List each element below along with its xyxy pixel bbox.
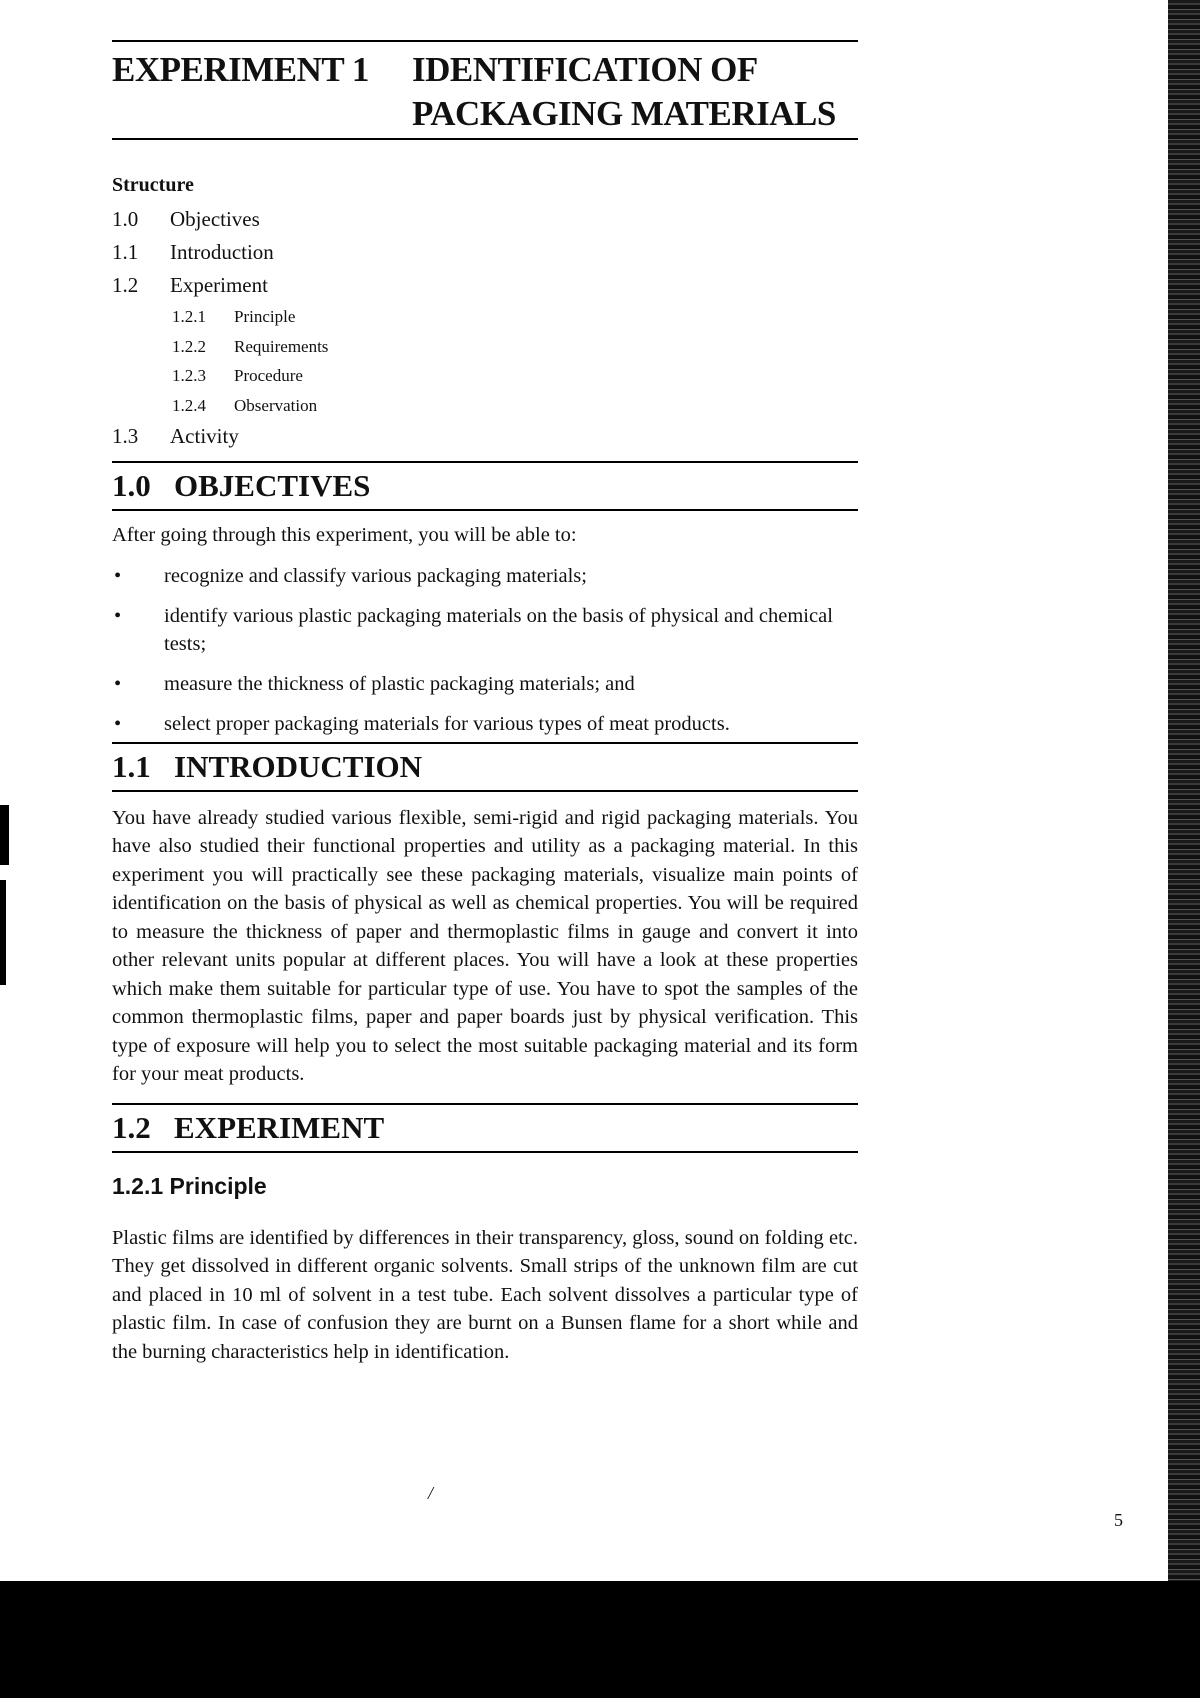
list-item-text: select proper packaging materials for various types of meat products. <box>164 712 730 735</box>
bullet-icon: • <box>114 604 122 627</box>
title-rule <box>112 138 858 140</box>
toc-label: Observation <box>234 395 318 415</box>
section-number: 1.1 <box>112 748 151 784</box>
toc-label: Principle <box>234 307 296 326</box>
objectives-list <box>112 562 858 738</box>
list-item <box>112 670 858 698</box>
objectives-lead: After going through this experiment, you will be able to: <box>112 524 577 546</box>
section-title: INTRODUCTION <box>174 748 423 784</box>
page-content <box>112 40 858 1366</box>
stray-mark: / <box>428 1483 434 1503</box>
toc-number: 1.2.1 <box>172 307 206 326</box>
list-item <box>112 562 858 590</box>
bullet-icon: • <box>114 564 122 587</box>
toc-item <box>112 269 858 302</box>
section-heading-objectives <box>112 461 858 511</box>
scan-bottom-band <box>0 1581 1200 1698</box>
section-title: EXPERIMENT <box>174 1109 385 1145</box>
toc-number: 1.0 <box>112 207 139 231</box>
toc-item <box>112 203 858 236</box>
section-heading-experiment <box>112 1103 858 1153</box>
section-heading-introduction <box>112 742 858 792</box>
toc-subitem <box>112 302 858 332</box>
introduction-body: You have already studied various flexible, semi-rigid and rigid packaging materials. You have also studied their functional properties and utility as a packaging material. In this experiment you will practically see these packaging materials, visualize main points of identification on the basis of physical as well as chemical properties. You will be required to measure the thickness of paper and thermoplastic films in gauge and convert it into other relevant units popular at different places. You will have a look at these properties which make them suitable for particular type of use. You have to spot the samples of the common thermoplastic films, paper and paper boards just by physical verification. This type of exposure will help you to select the most suitable packaging material and its form for your meat products. <box>112 806 858 1085</box>
experiment-title <box>112 42 858 136</box>
bullet-icon: • <box>114 712 122 735</box>
toc-label: Objectives <box>170 207 260 231</box>
toc-number: 1.2.2 <box>172 336 206 356</box>
experiment-heading <box>412 48 836 136</box>
toc-label: Activity <box>170 424 239 448</box>
list-item <box>112 710 858 738</box>
toc-subitem <box>112 361 858 391</box>
scan-edge-shadow <box>1168 0 1200 1581</box>
bullet-icon: • <box>114 672 122 695</box>
principle-body: Plastic films are identified by differences in their transparency, gloss, sound on folding etc. They get dissolved in different organic solvents. Small strips of the unknown film are cut and placed in 10 ml of solvent in a test tube. Each solvent dissolves a particular type of plastic film. In case of confusion they are burnt on a Bunsen flame for a short while and the burning characteristics help in identification. <box>112 1226 858 1363</box>
toc-number: 1.3 <box>112 424 139 448</box>
toc-number: 1.2 <box>112 273 139 297</box>
toc-label: Introduction <box>170 240 274 264</box>
toc-label: Experiment <box>170 273 268 297</box>
toc-label: Requirements <box>234 336 329 356</box>
section-number: 1.0 <box>112 468 151 503</box>
toc-label: Procedure <box>234 366 303 385</box>
experiment-label: EXPERIMENT 1 <box>112 50 369 89</box>
structure-list <box>112 203 858 453</box>
subsection-heading-principle: 1.2.1 Principle <box>112 1172 267 1199</box>
page-number: 5 <box>1114 1510 1123 1530</box>
toc-number: 1.1 <box>112 240 139 264</box>
scan-edge-mark <box>0 805 9 865</box>
title-line: IDENTIFICATION OF <box>412 50 758 89</box>
structure-heading: Structure <box>112 174 194 196</box>
list-item-text: recognize and classify various packaging materials; <box>164 564 587 587</box>
list-item-text: measure the thickness of plastic packaging materials; and <box>164 672 635 695</box>
scan-edge-mark <box>0 880 6 985</box>
title-line: PACKAGING MATERIALS <box>412 94 836 133</box>
section-title: OBJECTIVES <box>174 468 371 503</box>
toc-number: 1.2.4 <box>172 395 206 415</box>
toc-item <box>112 420 858 453</box>
toc-subitem <box>112 332 858 362</box>
list-item <box>112 602 858 658</box>
section-number: 1.2 <box>112 1109 151 1145</box>
toc-item <box>112 236 858 269</box>
toc-number: 1.2.3 <box>172 366 206 385</box>
list-item-text: identify various plastic packaging materials on the basis of physical and chemical tests; <box>164 604 833 655</box>
toc-subitem <box>112 391 858 421</box>
